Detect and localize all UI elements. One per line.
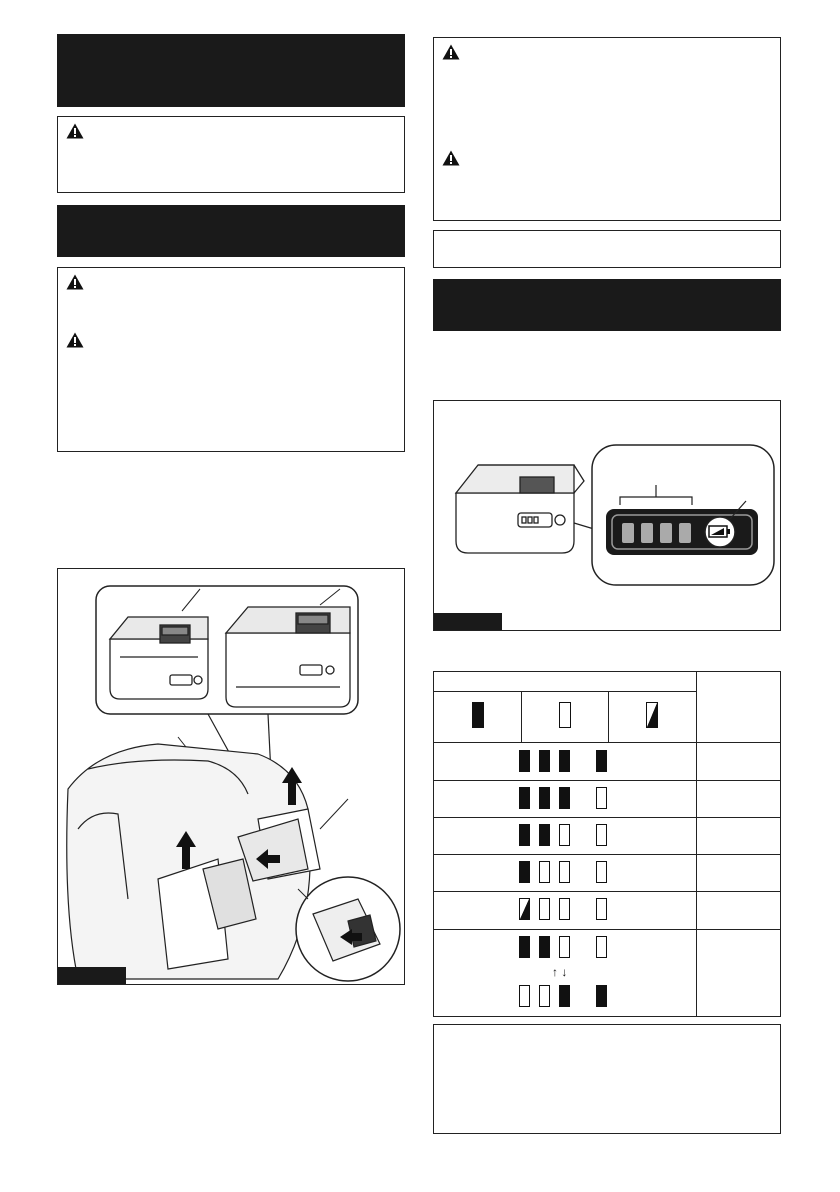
warning-box-1 [57,116,405,193]
indicator-lamp [539,985,550,1007]
indicator-lamp [519,750,530,772]
indicator-lamp [539,824,550,846]
indicator-lamp [559,787,570,809]
figure-battery-indicator [433,400,781,631]
indicator-lamp [596,787,607,809]
note-box-1 [433,230,781,268]
table-divider [433,929,781,930]
indicator-lamp [596,750,607,772]
indicator-lamp [559,824,570,846]
indicator-lamp [539,750,550,772]
indicator-lamp [596,861,607,883]
section-header-3 [433,279,781,331]
indicator-table [433,671,781,1017]
indicator-lamp [519,824,530,846]
legend-lit-lamp [472,702,484,728]
warning-box-3 [433,37,781,221]
indicator-lamp [559,750,570,772]
indicator-lamp [596,936,607,958]
indicator-lamp [519,787,530,809]
warning-triangle-icon [66,123,84,139]
warning-box-2 [57,267,405,452]
figure-tag [58,967,126,984]
indicator-lamp [539,861,550,883]
warning-triangle-icon [66,274,84,290]
indicator-lamp [559,936,570,958]
indicator-lamp [539,787,550,809]
indicator-lamp [559,861,570,883]
table-divider [608,691,609,742]
indicator-lamp [596,898,607,920]
indicator-lamp [539,936,550,958]
legend-off-lamp [559,702,571,728]
table-divider [433,780,781,781]
table-divider [433,891,781,892]
indicator-lamp [519,861,530,883]
table-divider [433,854,781,855]
figure-tag [434,613,502,630]
machine-body [67,744,320,979]
legend-blinking-lamp [646,702,658,728]
note-box-2 [433,1024,781,1134]
battery-pack-icon [456,465,594,553]
table-divider [696,671,697,1017]
battery-removal-illustration [58,569,405,985]
section-header-2 [57,205,405,257]
warning-triangle-icon [442,44,460,60]
section-header-1 [57,34,405,107]
battery-indicator-illustration [434,401,781,631]
indicator-lamp [559,985,570,1007]
indicator-lamp [596,985,607,1007]
indicator-lamp [596,824,607,846]
table-divider [433,817,781,818]
table-divider [433,691,696,692]
indicator-lamp [559,898,570,920]
indicator-lamp [539,898,550,920]
warning-triangle-icon [66,332,84,348]
indicator-lamp [519,898,530,920]
warning-triangle-icon [442,150,460,166]
indicator-lamp [519,936,530,958]
alternating-arrows: ↑ ↓ [552,965,568,979]
indicator-lamp [519,985,530,1007]
table-divider [433,742,781,743]
figure-battery-removal [57,568,405,985]
table-divider [521,691,522,742]
